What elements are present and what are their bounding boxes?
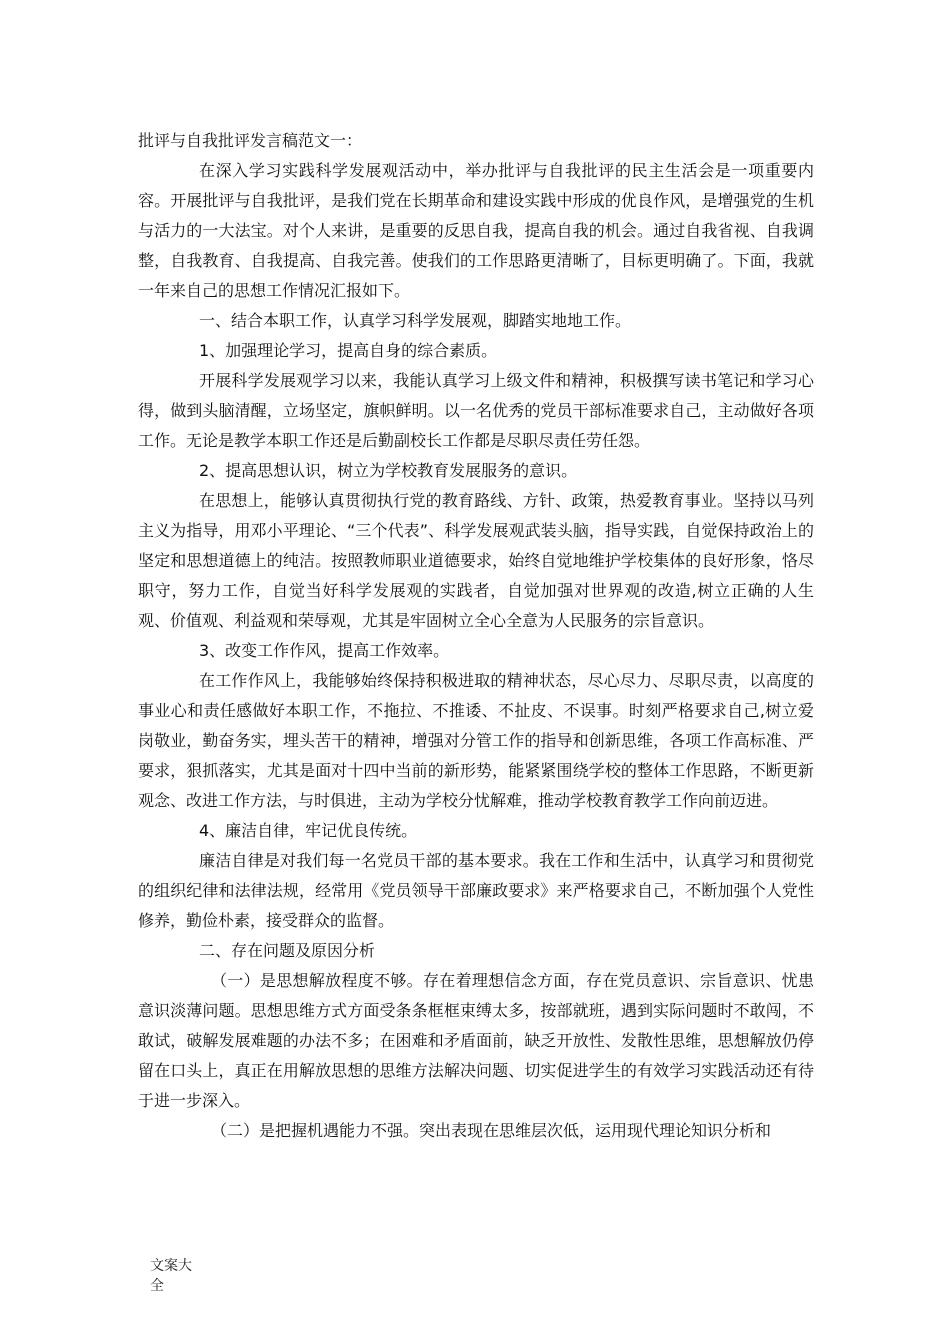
- paragraph-work-style: 在工作作风上，我能够始终保持积极进取的精神状态，尽心尽力、尽职尽责，以高度的事业心和责任感做好本职工作，不拖拉、不推诿、不扯皮、不误事。时刻严格要求自己,树立爱岗敬业，勤奋务实，埋头苦干的精神，增强对分管工作的指导和创新思维，各项工作高标准、严要求，狠抓落实，尤其是面对十四中当前的新形势，能紧紧围绕学校的整体工作思路，不断更新观念、改进工作方法，与时俱进，主动为学校分忧解难，推动学校教育教学工作向前迈进。: [138, 671, 814, 810]
- subsection-heading-2: 2、提高思想认识，树立为学校教育发展服务的意识。: [199, 461, 578, 480]
- section-heading-1: 一、结合本职工作，认真学习科学发展观，脚踏实地地工作。: [199, 311, 632, 330]
- paragraph-thinking: 在思想上，能够认真贯彻执行党的教育路线、方针、政策，热爱教育事业。坚持以马列主义为指导，用邓小平理论、“三个代表”、科学发展观武装头脑，指导实践，自觉保持政治上的坚定和思想道德上的纯洁。按照教师职业道德要求，始终自觉地维护学校集体的良好形象，恪尽职守，努力工作，自觉当好科学发展观的实践者，自觉加强对世界观的改造,树立正确的人生观、价值观、利益观和荣辱观，尤其是牢固树立全心全意为人民服务的宗旨意识。: [138, 491, 814, 630]
- section-heading-2: 二、存在问题及原因分析: [199, 941, 376, 960]
- paragraph-theory-study: 开展科学发展观学习以来，我能认真学习上级文件和精神，积极撰写读书笔记和学习心得，做到头脑清醒，立场坚定，旗帜鲜明。以一名优秀的党员干部标准要求自己，主动做好各项工作。无论是教学本职工作还是后勤副校长工作都是尽职尽责任劳任怨。: [138, 371, 814, 450]
- paragraph-intro: 在深入学习实践科学发展观活动中，举办批评与自我批评的民主生活会是一项重要内容。开展批评与自我批评，是我们党在长期革命和建设实践中形成的优良作风，是增强党的生机与活力的一大法宝。对个人来讲，是重要的反思自我，提高自我的机会。通过自我省视、自我调整，自我教育、自我提高、自我完善。使我们的工作思路更清晰了，目标更明确了。下面，我就一年来自己的思想工作情况汇报如下。: [138, 161, 814, 300]
- document-title: 批评与自我批评发言稿范文一：: [138, 131, 363, 150]
- page-footer: 文案大全: [150, 1258, 192, 1294]
- paragraph-problem-2: （二）是把握机遇能力不强。突出表现在思维层次低，运用现代理论知识分析和: [211, 1121, 772, 1140]
- paragraph-integrity: 廉洁自律是对我们每一名党员干部的基本要求。我在工作和生活中，认真学习和贯彻党的组织纪律和法律法规，经常用《党员领导干部廉政要求》来严格要求自己，不断加强个人党性修养，勤俭朴素，接受群众的监督。: [138, 851, 814, 930]
- document-body: [138, 126, 814, 1146]
- paragraph-problem-1: （一）是思想解放程度不够。存在着理想信念方面，存在党员意识、宗旨意识、忧患意识淡薄问题。思想思维方式方面受条条框框束缚太多，按部就班，遇到实际问题时不敢闯，不敢试，破解发展难题的办法不多；在困难和矛盾面前，缺乏开放性、发散性思维，思想解放仍停留在口头上，真正在用解放思想的思维方法解决问题、切实促进学生的有效学习实践活动还有待于进一步深入。: [138, 971, 814, 1110]
- subsection-heading-4: 4、廉洁自律，牢记优良传统。: [199, 821, 418, 840]
- subsection-heading-3: 3、改变工作作风，提高工作效率。: [199, 641, 450, 660]
- subsection-heading-1: 1、加强理论学习，提高自身的综合素质。: [199, 341, 498, 360]
